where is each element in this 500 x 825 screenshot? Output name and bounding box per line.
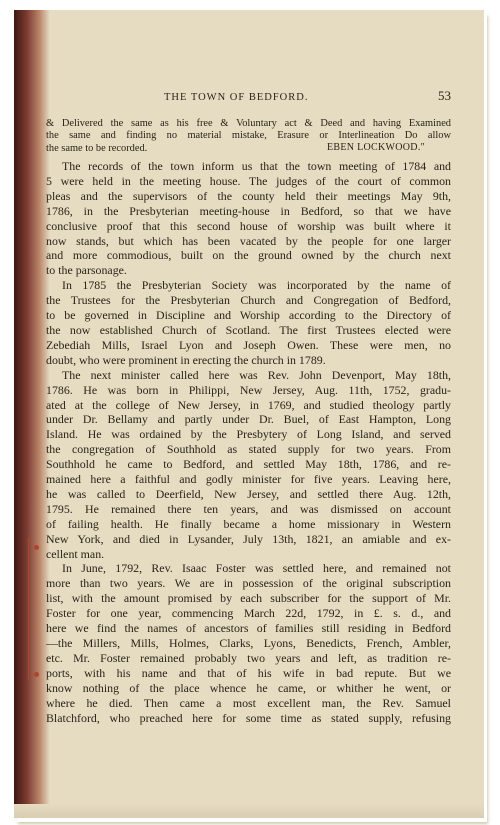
text-line: The next minister called here was Rev. John Devenport, May 18th, (62, 367, 451, 382)
text-line: Island. He was ordained by the Presbytery of Long Island, and served (46, 427, 451, 442)
text-line: he was called to Deerfield, New Jersey, and settled there Aug. 12th, (46, 486, 451, 501)
text-line: ated at the college of New Jersey, in 1769, and studied theology partly (46, 397, 451, 412)
text-line: to be governed in Discipline and Worship according to the Directory of (46, 308, 451, 323)
page-number: 53 (438, 88, 451, 103)
text-line: mained here a faithful and godly minister for five years. Leaving here, (46, 472, 451, 487)
margin-bracket-mark (28, 538, 39, 680)
text-line: now stands, but which has been vacated by the people for one larger (46, 233, 451, 248)
running-title: THE TOWN OF BEDFORD. (164, 92, 309, 103)
text-line: here we find the names of ancestors of families still residing in Bedford (46, 621, 451, 636)
text-line: Foster for one year, commencing March 22d, 1792, in £. s. d., and (46, 606, 451, 621)
signature: EBEN LOCKWOOD." (326, 142, 425, 153)
text-line: of failing health. He finally became a home missionary in Western (46, 516, 451, 531)
text-line: etc. Mr. Foster remained probably two years and left, as tradition re- (46, 650, 451, 665)
text-line: New York, and died in Lysander, July 13th, 1821, an amiable and ex- (46, 531, 451, 546)
quoted-record (46, 118, 451, 155)
text-line: 5 were held in the meeting house. The judges of the court of common (46, 173, 451, 188)
text-line: the now established Church of Scotland. The first Trustees elected were (46, 322, 451, 337)
text-line: 1795. He remained there ten years, and was dismissed on account (46, 501, 451, 516)
text-line: more than two years. We are in possession of the original subscription (46, 576, 451, 591)
text-line: where he died. Then came a most excellent man, the Rev. Samuel (46, 695, 451, 710)
text-line: doubt, who were prominent in erecting the church in 1789. (46, 352, 326, 367)
text-line: the congregation of Southhold as stated supply for two years. From (46, 442, 451, 457)
text-line: In 1785 the Presbyterian Society was incorporated by the name of (62, 278, 451, 293)
quote-line: the same and finding no material mistake, Erasure or Interlineation Do allow (46, 130, 451, 142)
text-line: to the parsonage. (46, 263, 127, 278)
text-line: In June, 1792, Rev. Isaac Foster was settled here, and remained not (62, 561, 451, 576)
margin-dot-top (34, 545, 39, 550)
text-line: pleas and the supervisors of the county held their meetings May 9th, (46, 188, 451, 203)
book-spine-shadow (14, 10, 50, 818)
text-line: list, with the amount promised by each subscriber for the support of Mr. (46, 591, 451, 606)
text-line: ports, with his name and that of his wife in bad repute. But we (46, 665, 451, 680)
text-line: under Dr. Bellamy and partly under Dr. Buel, of East Hampton, Long (46, 412, 451, 427)
text-line: Southhold he came to Bedford, and settled May 18th, 1786, and re- (46, 457, 451, 472)
text-line: cellent man. (46, 546, 105, 561)
text-line: The records of the town inform us that the town meeting of 1784 and (62, 159, 451, 173)
text-line: 1786, in the Presbyterian meeting-house in Bedford, so that we have (46, 203, 451, 218)
running-head (46, 88, 451, 108)
text-line: —the Millers, Mills, Holmes, Clarks, Lyons, Benedicts, French, Ambler, (46, 636, 451, 650)
text-line: conclusive proof that this second house of worship was built where it (46, 218, 451, 233)
margin-dot-bottom (34, 672, 39, 677)
text-line: Zebediah Mills, Israel Lyon and Joseph Owen. These were men, no (46, 337, 451, 352)
quote-line: the same to be recorded. (46, 142, 148, 154)
body-text (46, 159, 451, 725)
text-line: know nothing of the place whence he came, or whither he went, or (46, 680, 451, 695)
text-line: the Trustees for the Presbyterian Church and Congregation of Bedford, (46, 293, 451, 308)
text-line: 1786. He was born in Philippi, New Jersey, Aug. 11th, 1752, gradu- (46, 382, 451, 397)
quote-line: & Delivered the same as his free & Voluntary act & Deed and having Examined (46, 118, 451, 129)
page-bottom-edge (14, 804, 484, 818)
text-line: and more commodious, built on the ground owned by the church next (46, 248, 451, 263)
text-line: Blatchford, who preached here for some time as stated supply, refusing (46, 710, 451, 725)
